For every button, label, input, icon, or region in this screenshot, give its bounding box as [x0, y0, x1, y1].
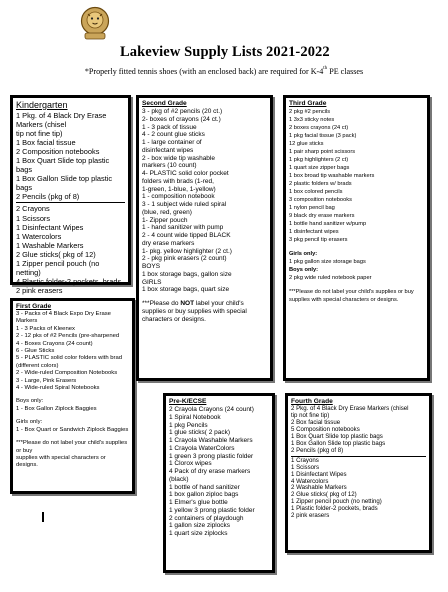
- list-item: 1 pkg highlighters (2 ct): [289, 157, 349, 163]
- list-item: 1 quart size zipper bags: [289, 165, 350, 171]
- list-item: 3 - Packs of 4 Black Expo Dry Erase Markers: [16, 311, 111, 325]
- list-item: (black): [169, 475, 189, 483]
- boys-label: Boys only:: [16, 398, 44, 405]
- list-item: 1 quart size ziplocks: [169, 530, 228, 537]
- list-item: 1 - 3 pack of tissue: [142, 123, 197, 131]
- list-item: 1 Watercolors: [16, 231, 62, 241]
- footnote: characters or designs.: [142, 315, 206, 323]
- list-item: 1 yellow 3 prong plastic folder: [169, 506, 255, 514]
- list-item: 2 Crayons: [16, 204, 50, 214]
- list-item: 9 black dry erase markers: [289, 213, 355, 219]
- list-item: 2 pkg #2 pencils: [289, 109, 331, 115]
- list-item: 1 Disinfectant Wipes: [16, 222, 84, 232]
- list-item: 4 - Boxes Crayons (24 count): [16, 340, 93, 347]
- list-item: 2 Pencils (pkg of 8): [16, 192, 80, 202]
- list-item: 1 green 3 prong plastic folder: [169, 452, 254, 460]
- list-item: 5 Composition notebooks: [291, 425, 360, 433]
- girls-label: Girls only:: [16, 419, 43, 426]
- note-text: *Properly fitted tennis shoes (with an enclosed back) are required for K-4: [84, 67, 324, 76]
- list-item: 3 composition notebooks: [289, 197, 352, 203]
- list-item: 1 Plastic folder-2 pockets, brads: [291, 505, 378, 513]
- list-item: 2 - box wide tip washable: [142, 154, 215, 162]
- list-heading: First Grade: [16, 303, 52, 310]
- list-item: 1 pkg Pencils: [169, 421, 208, 429]
- list-heading: Second Grade: [142, 100, 187, 107]
- list-item: 2- boxes of crayons (24 ct.): [142, 115, 221, 123]
- list-item: 4 Pack of dry erase markers: [169, 468, 251, 475]
- list-heading: Third Grade: [289, 100, 327, 107]
- list-item: 2 boxes crayons (24 ct): [289, 125, 349, 131]
- list-item: 1 - large container of: [142, 139, 202, 146]
- list-item: 2 Box facial tissue: [291, 418, 341, 426]
- list-item: 1 box storage bags, gallon size: [142, 270, 232, 278]
- shoe-requirement-note: [20, 67, 428, 76]
- kindergarten-list: [10, 95, 131, 295]
- footnote-text: ***Please do: [142, 300, 181, 307]
- note-superscript: th: [323, 66, 328, 71]
- list-item: 4 Watercolors: [291, 477, 329, 485]
- list-item: 1 Box facial tissue: [16, 138, 76, 148]
- list-item: 1 Box Quart Slide top plastic bags: [16, 156, 110, 175]
- school-logo: [80, 6, 110, 42]
- list-item: 1 pair sharp point scissors: [289, 149, 356, 155]
- list-item: 2 pkg wide ruled notebook paper: [289, 275, 372, 281]
- list-item: 2 Crayola Crayons (24 count): [169, 406, 254, 413]
- list-item: 4- PLASTIC solid color pocket: [142, 170, 229, 177]
- footnote: supplies with special characters or designs.: [289, 297, 399, 303]
- fourth-grade-list: [285, 393, 432, 553]
- list-item: 2 Composition notebooks: [16, 147, 100, 157]
- list-item: 1 Scissors: [291, 463, 320, 471]
- list-item: 2 Glue sticks( pkg of 12): [16, 249, 96, 259]
- list-item: markers (10 count): [142, 162, 197, 170]
- list-item: disinfectant wipes: [142, 146, 194, 154]
- note-text-end: PE classes: [327, 67, 364, 76]
- list-item: 1- pkg. yellow highlighter (2 ct.): [142, 247, 232, 255]
- list-item: 2 Washable Markers: [291, 484, 347, 492]
- list-item: 1 Clorox wipes: [169, 460, 212, 468]
- list-item: 4 - Wide-ruled Spiral Notebooks: [16, 385, 100, 392]
- list-item: 1 box broad tip washable markers: [289, 173, 375, 179]
- list-item: 1 Spiral Notebook: [169, 413, 221, 421]
- list-item: 1 pkg facial tissue (3 pack): [289, 133, 357, 139]
- list-item: 1 gallon size ziplocks: [169, 522, 231, 530]
- list-item: 1 - Box Gallon Ziplock Baggies: [16, 405, 97, 412]
- list-item: 1 Washable Markers: [16, 240, 84, 250]
- list-item: 3 - pkg of #2 pencils (20 ct.): [142, 108, 223, 115]
- list-item: 1 box gallon ziploc bags: [169, 491, 239, 499]
- list-item: 1 disinfectant wipes: [289, 229, 339, 235]
- list-item: BOYS: [142, 263, 161, 270]
- list-item: 12 glue sticks: [289, 141, 324, 147]
- list-item: 2 Pencils (pkg of 8): [291, 446, 344, 454]
- list-item: dry erase markers: [142, 239, 195, 247]
- list-item: 2 Pkg. of 4 Black Dry Erase Markers (chisel: [291, 405, 409, 412]
- first-grade-list: [10, 298, 135, 494]
- list-item: (different colors): [16, 362, 59, 369]
- list-item: 1 - hand sanitizer with pump: [142, 224, 224, 232]
- list-item: 1 Crayola Washable Markers: [169, 437, 253, 444]
- footnote-emphasis: NOT: [180, 300, 195, 307]
- footnote: [142, 300, 267, 308]
- list-heading: Kindergarten: [16, 100, 68, 110]
- text-cursor: [42, 512, 44, 522]
- footnote-text: label your child's: [194, 300, 244, 307]
- list-item: 1 Disinfectant Wipes: [291, 470, 347, 478]
- footnote: supplies or buy supplies with special: [142, 307, 247, 315]
- list-item: 2 Glue sticks( pkg of 12): [291, 491, 357, 499]
- page-title: Lakeview Supply Lists 2021-2022: [120, 44, 330, 60]
- list-item: 1 Crayons: [291, 456, 319, 464]
- list-item: tip not fine tip): [291, 411, 330, 419]
- list-item: 1 Box Gallon Slide top plastic bags: [16, 174, 113, 193]
- footnote: ***Please do not label your child's supplies or buy: [289, 289, 414, 295]
- list-item: 1 bottle of hand sanitizer: [169, 483, 240, 491]
- list-item: 1 box storage bags, quart size: [142, 286, 230, 294]
- list-item: 1 - Box Quart or Sandwich Ziplock Baggies: [16, 426, 129, 433]
- list-item: 1 Zipper pencil pouch (no netting): [16, 258, 100, 277]
- list-item: (blue, red, green): [142, 208, 192, 216]
- list-heading: Pre-K/ECSE: [169, 398, 207, 405]
- list-item: 1 - composition notebook: [142, 193, 215, 201]
- list-item: 2 - Wide-ruled Composition Notebooks: [16, 370, 118, 377]
- list-item: folders with brads (1-red,: [142, 177, 214, 185]
- list-item: 2 containers of playdough: [169, 514, 244, 522]
- list-item: 1 Box Quart Slide top plastic bags: [291, 432, 383, 440]
- list-item: tip not fine tip): [16, 129, 63, 139]
- list-item: 1 3x3 sticky notes: [289, 117, 335, 123]
- list-item: 2 plastic folders w/ brads: [289, 181, 352, 187]
- list-item: 1 Zipper pencil pouch (no netting): [291, 498, 382, 506]
- list-item: 1 Crayola WaterColors: [169, 444, 235, 452]
- girls-label: Girls only:: [289, 251, 318, 257]
- list-heading: Fourth Grade: [291, 398, 333, 405]
- list-item: 3 pkg pencil tip erasers: [289, 237, 348, 243]
- list-item: 3 - 1 subject wide ruled spiral: [142, 201, 227, 208]
- list-item: 1 bottle hand sanitizer w/pump: [289, 221, 367, 227]
- list-item: GIRLS: [142, 278, 162, 286]
- list-item: 1 Pkg. of 4 Black Dry Erase Markers (chisel: [16, 111, 107, 130]
- list-item: 6 - Glue Sticks: [16, 348, 55, 355]
- list-item: 2 - pkg pink erasers (2 count): [142, 255, 227, 263]
- list-item: 1 Elmer's glue bottle: [169, 499, 228, 506]
- divider: [16, 202, 125, 203]
- footnote: ***Please do not label your child's supplies or buy: [16, 440, 128, 454]
- list-item: 1 - 3 Packs of Kleenex: [16, 325, 75, 332]
- list-item: 1 pkg gallon size storage bags: [289, 259, 366, 265]
- list-item: 1 Scissors: [16, 213, 51, 223]
- list-item: 2 - 4 count wide tipped BLACK: [142, 232, 231, 239]
- list-item: 2 pink erasers: [16, 285, 63, 295]
- list-item: 2 pink erasers: [291, 512, 330, 520]
- list-item: 4 Plastic folder-2 pockets, brads: [16, 276, 122, 286]
- prek-ecse-list: [163, 393, 275, 573]
- list-item: 1 nylon pencil bag: [289, 205, 335, 211]
- list-item: 3 - Large, Pink Erasers: [16, 377, 77, 384]
- list-item: 1- Zipper pouch: [142, 216, 188, 224]
- list-item: 1-green, 1-blue, 1-yellow): [142, 185, 216, 193]
- list-item: 4 - 2 count glue sticks: [142, 131, 205, 139]
- list-item: 1 box colored pencils: [289, 189, 343, 195]
- list-item: 5 - PLASTIC solid color folders with brad: [16, 355, 123, 362]
- list-item: 1 glue sticks( 2 pack): [169, 429, 231, 437]
- list-item: 2 - 12 pks of #2 Pencils (pre-sharpened: [16, 333, 120, 340]
- footnote: supplies with special characters or designs.: [16, 454, 106, 469]
- list-item: 1 Box Gallon Slide top plastic bags: [291, 439, 386, 447]
- boys-label: Boys only:: [289, 267, 319, 273]
- third-grade-list: [283, 95, 430, 381]
- second-grade-list: [136, 95, 273, 381]
